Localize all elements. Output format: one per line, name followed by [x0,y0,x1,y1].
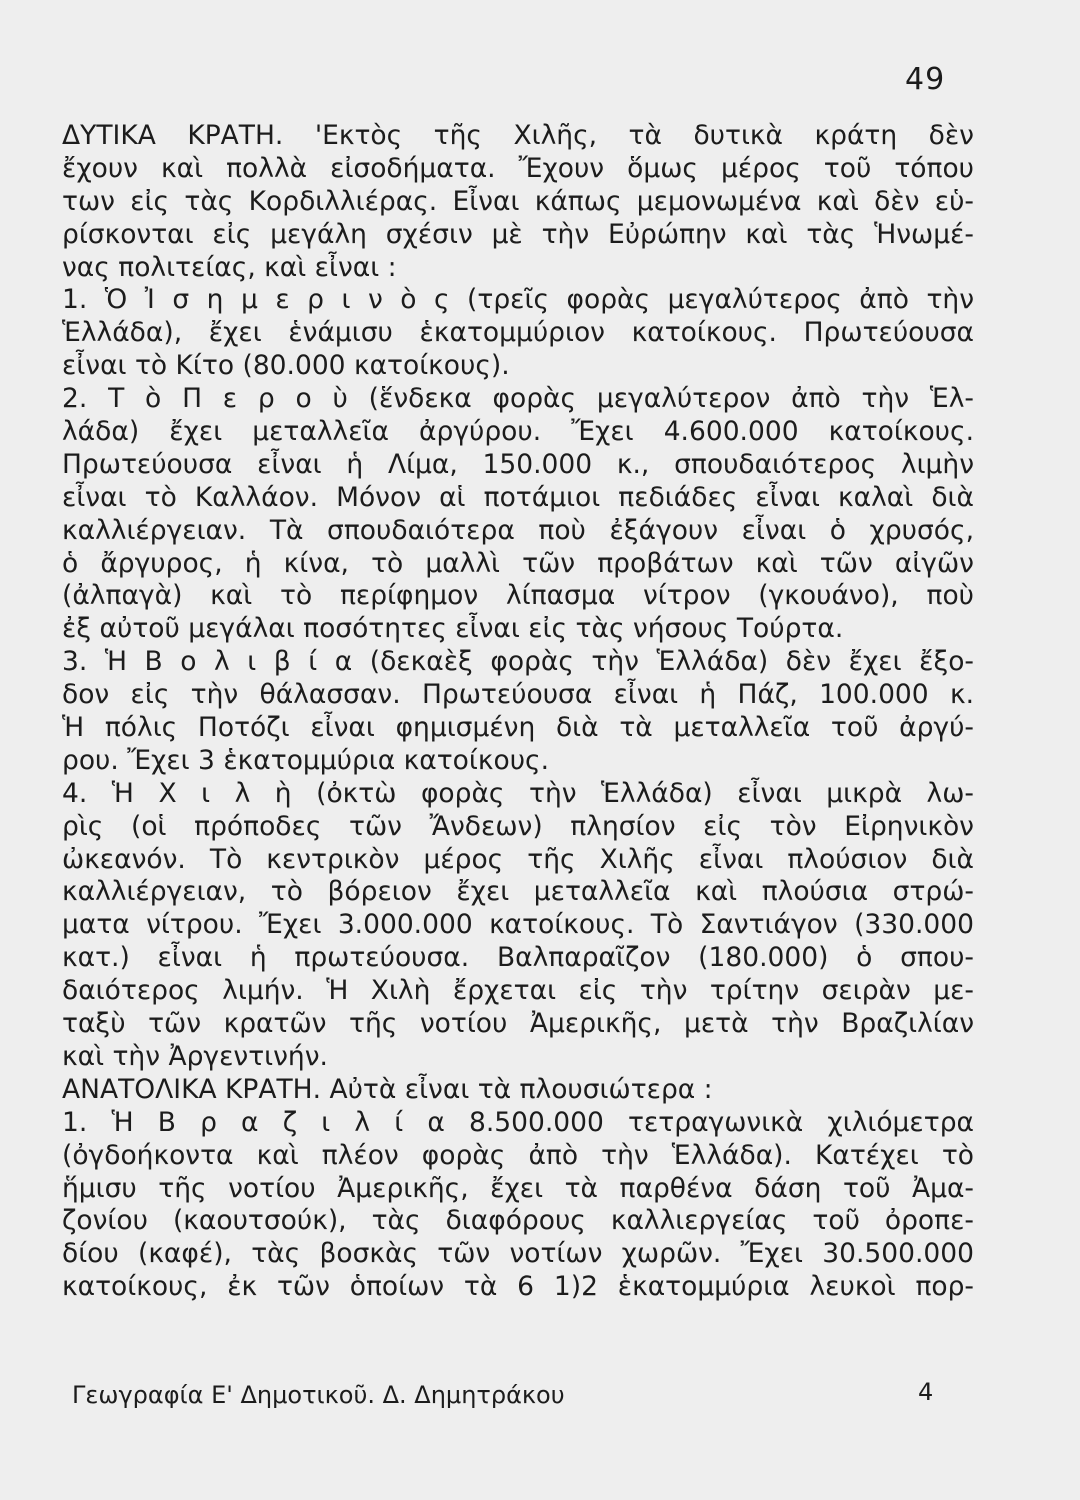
text-line: 4. Ἡ Χ ι λ ὴ (ὀκτὼ φορὰς τὴν Ἑλλάδα) εἶναι μικρὰ λω- [62,777,974,809]
text-line: καλλιέργειαν, τὸ βόρειον ἔχει μεταλλεῖα καὶ πλούσια στρώ- [62,876,974,908]
signature-mark: 4 [918,1378,934,1406]
text-line: δον εἰς τὴν θάλασσαν. Πρωτεύουσα εἶναι ἡ Πάζ, 100.000 κ. [62,679,974,711]
text-line: 3. Ἡ Β ο λ ι β ί α (δεκαὲξ φορὰς τὴν Ἑλλάδα) δὲν ἔχει ἔξο- [62,646,974,678]
text-line: καὶ τὴν Ἀργεντινήν. [62,1040,328,1072]
text-line: ρίσκονται εἰς μεγάλη σχέσιν μὲ τὴν Εὐρώπην καὶ τὰς Ἡνωμέ- [62,218,974,250]
text-line: (ἀλπαγὰ) καὶ τὸ περίφημον λίπασμα νίτρον (γκουάνο), ποὺ [62,580,974,612]
text-line: ρου. Ἔχει 3 ἑκατομμύρια κατοίκους. [62,744,550,776]
text-line: ρὶς (οἱ πρόποδες τῶν Ἄνδεων) πλησίον εἰς τὸν Εἰρηνικὸν [62,810,974,842]
text-line: 1. Ἡ Β ρ α ζ ι λ ί α 8.500.000 τετραγωνικὰ χιλιόμετρα [62,1106,974,1138]
text-line: 1. Ὁ Ἰ σ η μ ε ρ ι ν ὸ ς (τρεῖς φορὰς μεγαλύτερος ἀπὸ τὴν [62,284,974,316]
text-line: ματα νίτρου. Ἔχει 3.000.000 κατοίκους. Τὸ Σαντιάγον (330.000 [62,909,974,941]
text-line: ἔχουν καὶ πολλὰ εἰσοδήματα. Ἔχουν ὅμως μέρος τοῦ τόπου [62,152,974,184]
text-line: Ἑλλάδα), ἔχει ἑνάμισυ ἑκατομμύριον κατοίκους. Πρωτεύουσα [62,317,974,349]
text-line: λάδα) ἔχει μεταλλεῖα ἀργύρου. Ἔχει 4.600.000 κατοίκους. [62,416,974,448]
text-line: ὠκεανόν. Τὸ κεντρικὸν μέρος τῆς Χιλῆς εἶναι πλούσιον διὰ [62,843,974,875]
text-line: δίου (καφέ), τὰς βοσκὰς τῶν νοτίων χωρῶν. Ἔχει 30.500.000 [62,1238,974,1270]
text-line: (ὀγδοήκοντα καὶ πλέον φορὰς ἀπὸ τὴν Ἑλλάδα). Κατέχει τὸ [62,1139,974,1171]
page-number: 49 [905,62,946,97]
footer-title: Γεωγραφία Ε' Δημοτικοῦ. Δ. Δημητράκου [72,1381,565,1409]
text-line: Πρωτεύουσα εἶναι ἡ Λίμα, 150.000 κ., σπουδαιότερος λιμὴν [62,448,974,480]
text-line: κατ.) εἶναι ἡ πρωτεύουσα. Βαλπαραῖζον (180.000) ὁ σπου- [62,942,974,974]
body-text [62,120,974,1304]
text-line: ἐξ αὐτοῦ μεγάλαι ποσότητες εἶναι εἰς τὰς νήσους Τούρτα. [62,613,844,645]
text-line: εἶναι τὸ Καλλάον. Μόνον αἱ ποτάμιοι πεδιάδες εἶναι καλαὶ διὰ [62,481,974,513]
text-line: δαιότερος λιμήν. Ἡ Χιλὴ ἔρχεται εἰς τὴν τρίτην σειρὰν με- [62,975,974,1007]
text-line: ζονίου (καουτσούκ), τὰς διαφόρους καλλιεργείας τοῦ ὀροπε- [62,1205,974,1237]
text-line: Ἡ πόλις Ποτόζι εἶναι φημισμένη διὰ τὰ μεταλλεῖα τοῦ ἀργύ- [62,712,974,744]
text-line: ΔΥΤΙΚΑ ΚΡΑΤΗ. 'Εκτὸς τῆς Χιλῆς, τὰ δυτικὰ κράτη δὲν [62,120,974,151]
text-line: νας πολιτείας, καὶ εἶναι : [62,251,397,283]
text-line: ἥμισυ τῆς νοτίου Ἀμερικῆς, ἔχει τὰ παρθένα δάση τοῦ Ἀμα- [62,1172,974,1204]
text-line: καλλιέργειαν. Τὰ σπουδαιότερα ποὺ ἐξάγουν εἶναι ὁ χρυσός, [62,514,974,546]
text-line: εἶναι τὸ Κίτο (80.000 κατοίκους). [62,350,510,382]
text-line: κατοίκους, ἐκ τῶν ὁποίων τὰ 6 1)2 ἑκατομμύρια λευκοὶ πορ- [62,1271,974,1303]
text-line: ὁ ἄργυρος, ἡ κίνα, τὸ μαλλὶ τῶν προβάτων καὶ τῶν αἰγῶν [62,547,974,579]
text-line: ΑΝΑΤΟΛΙΚΑ ΚΡΑΤΗ. Αὐτὰ εἶναι τὰ πλουσιώτερα : [62,1073,713,1105]
text-line: 2. Τ ὸ Π ε ρ ο ὺ (ἕνδεκα φορὰς μεγαλύτερον ἀπὸ τὴν Ἑλ- [62,383,974,415]
text-line: των εἰς τὰς Κορδιλλιέρας. Εἶναι κάπως μεμονωμένα καὶ δὲν εὑ- [62,185,974,217]
text-line: ταξὺ τῶν κρατῶν τῆς νοτίου Ἀμερικῆς, μετὰ τὴν Βραζιλίαν [62,1008,974,1040]
